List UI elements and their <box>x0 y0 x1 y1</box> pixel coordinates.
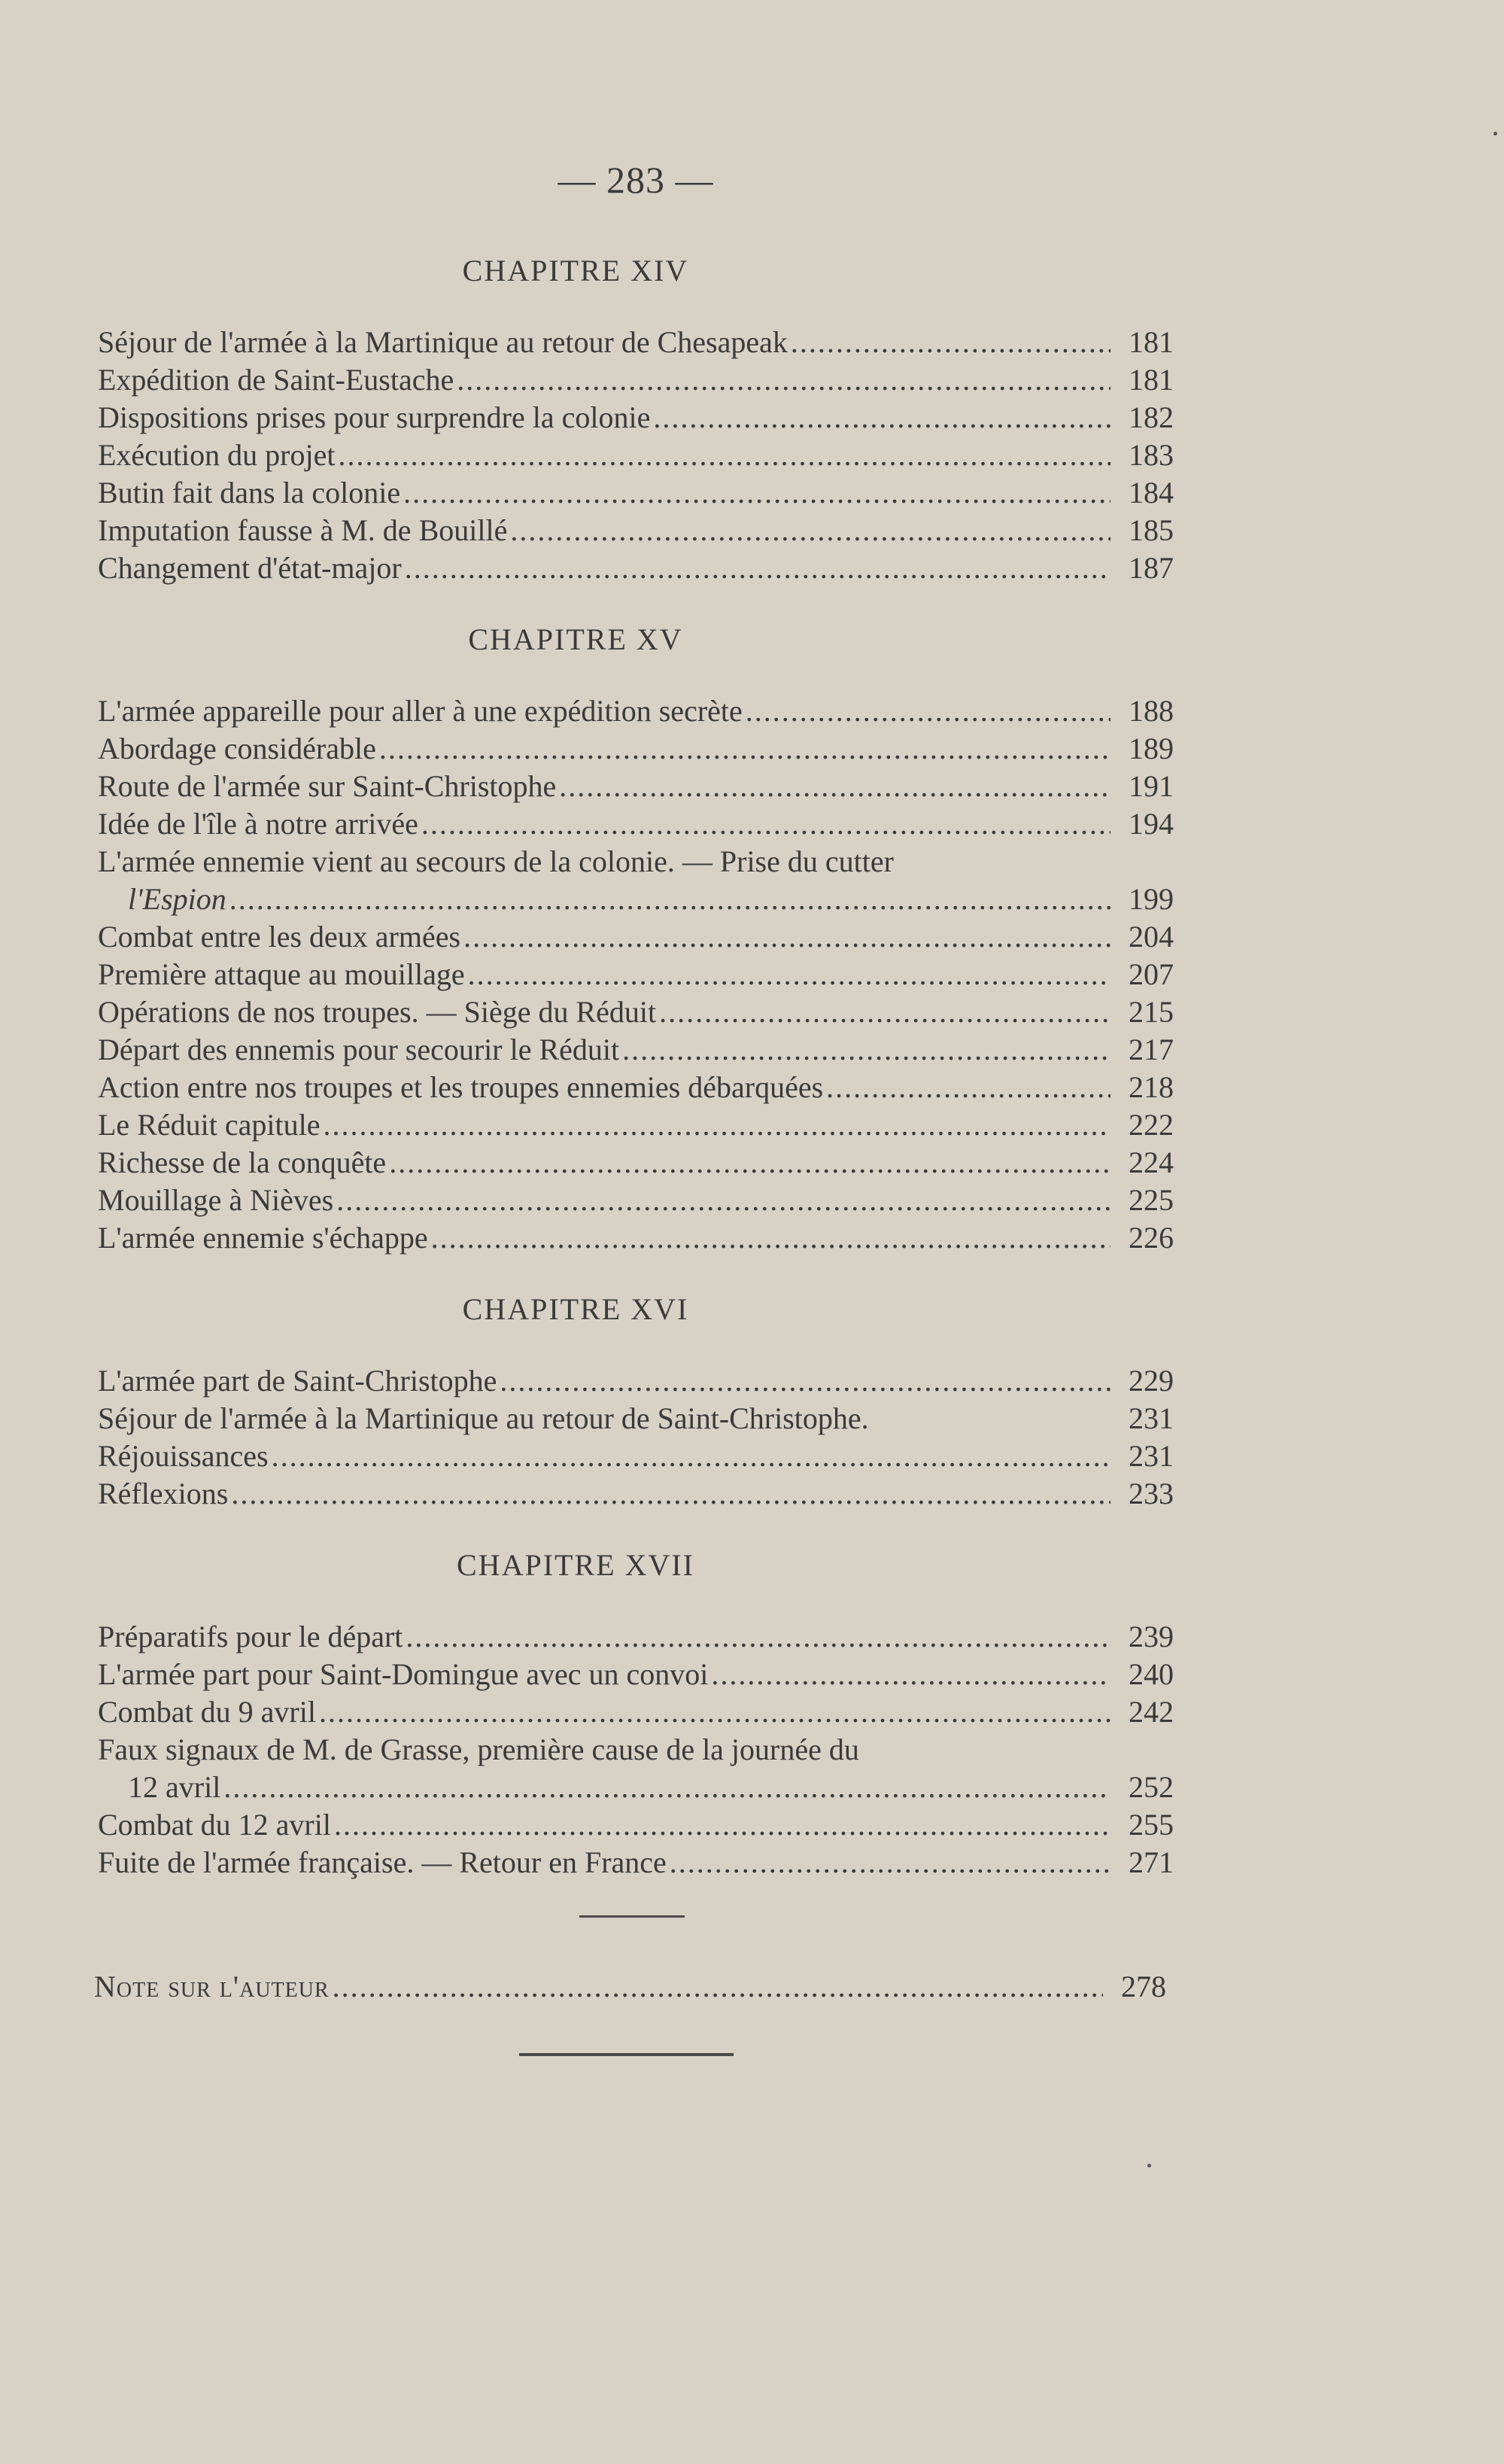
dot-leader <box>333 1968 1103 2006</box>
entry-title: Opérations de nos troupes. — Siège du Réduit <box>98 995 657 1029</box>
entry-title: Action entre nos troupes et les troupes ennemies débarquées <box>98 1070 824 1104</box>
toc-entry <box>94 1968 1166 2006</box>
page-number: — 283 — <box>558 159 714 201</box>
entry-title: Réflexions <box>98 1477 229 1510</box>
dot-leader <box>323 1106 1111 1144</box>
entry-title: 12 avril <box>128 1770 221 1804</box>
entry-page: 204 <box>1129 920 1174 954</box>
toc-entry <box>98 1069 1174 1106</box>
entry-title: Séjour de l'armée à la Martinique au retour de Chesapeak <box>98 325 788 359</box>
toc-entry <box>98 843 1174 918</box>
toc-entry <box>98 1693 1174 1731</box>
entry-title: Le Réduit capitule <box>98 1108 321 1142</box>
entry-page: 242 <box>1129 1695 1174 1729</box>
entry-title: Combat entre les deux armées <box>98 920 461 954</box>
entry-page: 218 <box>1129 1070 1174 1104</box>
entry-page: 215 <box>1129 995 1174 1029</box>
print-speck <box>1147 2164 1151 2167</box>
dot-leader <box>670 1844 1111 1881</box>
entry-page: 191 <box>1129 769 1174 803</box>
note-entry <box>94 1968 1166 2006</box>
end-divider <box>519 2053 734 2056</box>
entry-page: 231 <box>1129 1401 1174 1435</box>
entry-title: L'armée appareille pour aller à une expédition secrète <box>98 694 743 728</box>
toc-entry <box>98 1106 1174 1144</box>
entry-page: 199 <box>1129 882 1174 916</box>
entry-page: 188 <box>1129 694 1174 728</box>
entry-title: Première attaque au mouillage <box>98 957 465 991</box>
entry-title: Idée de l'île à notre arrivée <box>98 807 418 841</box>
dot-leader <box>338 437 1111 474</box>
entry-title-line: L'armée ennemie vient au secours de la colonie. — Prise du cutter <box>98 844 894 878</box>
entry-page: 271 <box>1129 1845 1174 1879</box>
entry-page: 182 <box>1129 400 1174 434</box>
chapter-block <box>98 617 1174 1257</box>
entry-title: Dispositions prises pour surprendre la colonie <box>98 400 651 434</box>
toc-entry <box>98 474 1174 512</box>
toc-entry <box>98 1144 1174 1182</box>
chapter-block <box>98 1287 1174 1513</box>
entry-title: L'armée part de Saint-Christophe <box>98 1364 497 1398</box>
toc-entry <box>98 324 1174 361</box>
entry-page: 207 <box>1129 957 1174 991</box>
dot-leader <box>826 1069 1111 1106</box>
chapter-heading: CHAPITRE XVII <box>457 1548 694 1582</box>
dot-leader <box>231 1475 1111 1513</box>
entry-page: 240 <box>1129 1657 1174 1691</box>
entry-title: Séjour de l'armée à la Martinique au retour de Saint-Christophe. <box>98 1401 869 1435</box>
entry-page: 184 <box>1129 476 1174 510</box>
dot-leader <box>653 399 1111 437</box>
dot-leader <box>272 1437 1111 1475</box>
dot-leader <box>319 1693 1111 1731</box>
note-title: Note sur l'auteur <box>94 1970 330 2003</box>
dot-leader <box>791 324 1111 361</box>
dot-leader <box>500 1362 1111 1400</box>
entry-title: Route de l'armée sur Saint-Christophe <box>98 769 557 803</box>
chapter-heading: CHAPITRE XV <box>468 622 683 656</box>
entry-page: 225 <box>1129 1183 1174 1217</box>
toc-entry <box>98 918 1174 956</box>
entry-page: 187 <box>1129 551 1174 585</box>
entry-title: Imputation fausse à M. de Bouillé <box>98 513 508 547</box>
dot-leader <box>659 993 1111 1031</box>
entry-title: Butin fait dans la colonie <box>98 476 401 510</box>
entry-page: 181 <box>1129 363 1174 397</box>
entry-title: Fuite de l'armée française. — Retour en France <box>98 1845 667 1879</box>
entry-page: 233 <box>1129 1477 1174 1510</box>
toc-entry <box>98 1400 1174 1437</box>
entry-title: Combat du 9 avril <box>98 1695 316 1729</box>
toc-entry <box>98 1219 1174 1257</box>
toc-entry <box>98 805 1174 843</box>
dot-leader <box>406 1618 1111 1656</box>
dot-leader <box>457 361 1111 399</box>
toc-entry <box>98 692 1174 730</box>
dot-leader <box>379 730 1111 768</box>
toc-entry <box>98 956 1174 993</box>
print-speck <box>1493 132 1497 135</box>
toc-entry <box>98 437 1174 474</box>
toc-entry <box>98 1731 1174 1806</box>
toc-entry <box>98 1475 1174 1513</box>
entry-page: 229 <box>1129 1364 1174 1398</box>
entry-title-line: Faux signaux de M. de Grasse, première cause de la journée du <box>98 1732 859 1766</box>
entry-page: 183 <box>1129 438 1174 472</box>
toc-entry <box>98 1806 1174 1844</box>
entry-title: Expédition de Saint-Eustache <box>98 363 454 397</box>
table-of-contents <box>98 248 1174 1912</box>
toc-entry <box>98 993 1174 1031</box>
section-divider <box>579 1915 685 1918</box>
toc-entry <box>98 549 1174 587</box>
toc-entry <box>98 1182 1174 1219</box>
dot-leader <box>334 1806 1111 1844</box>
entry-page: 239 <box>1129 1620 1174 1653</box>
dot-leader <box>559 768 1111 805</box>
entry-page: 255 <box>1129 1808 1174 1842</box>
entry-page: 224 <box>1129 1145 1174 1179</box>
toc-entry <box>98 399 1174 437</box>
entry-page: 181 <box>1129 325 1174 359</box>
dot-leader <box>405 549 1111 587</box>
entry-title: l'Espion <box>128 882 226 916</box>
toc-entry <box>98 1656 1174 1693</box>
toc-entry <box>98 768 1174 805</box>
toc-entry-continuation <box>98 881 1174 918</box>
dot-leader <box>468 956 1111 993</box>
chapter-block <box>98 248 1174 587</box>
entry-page: 185 <box>1129 513 1174 547</box>
toc-entry-continuation <box>98 1769 1174 1806</box>
entry-title: Combat du 12 avril <box>98 1808 331 1842</box>
entry-page: 217 <box>1129 1033 1174 1066</box>
dot-leader <box>431 1219 1111 1257</box>
toc-entry <box>98 1362 1174 1400</box>
dot-leader <box>463 918 1111 956</box>
toc-entry <box>98 1844 1174 1881</box>
note-page: 278 <box>1121 1970 1166 2003</box>
entry-title: Mouillage à Nièves <box>98 1183 334 1217</box>
toc-entry <box>98 1618 1174 1656</box>
toc-entry <box>98 512 1174 549</box>
entry-title: Changement d'état-major <box>98 551 402 585</box>
dot-leader <box>223 1769 1111 1806</box>
toc-entry <box>98 1437 1174 1475</box>
entry-page: 252 <box>1129 1770 1174 1804</box>
entry-title: Richesse de la conquête <box>98 1145 387 1179</box>
entry-page: 226 <box>1129 1221 1174 1255</box>
toc-entry <box>98 1031 1174 1069</box>
dot-leader <box>336 1182 1111 1219</box>
dot-leader <box>389 1144 1111 1182</box>
dot-leader <box>746 692 1111 730</box>
toc-entry <box>98 730 1174 768</box>
entry-title: L'armée ennemie s'échappe <box>98 1221 428 1255</box>
entry-title: L'armée part pour Saint-Domingue avec un convoi <box>98 1657 709 1691</box>
entry-page: 231 <box>1129 1439 1174 1473</box>
entry-title: Exécution du projet <box>98 438 336 472</box>
dot-leader <box>510 512 1111 549</box>
dot-leader <box>403 474 1111 512</box>
chapter-heading: CHAPITRE XVI <box>462 1292 689 1326</box>
entry-title: Abordage considérable <box>98 732 376 765</box>
entry-page: 194 <box>1129 807 1174 841</box>
entry-title: Réjouissances <box>98 1439 269 1473</box>
chapter-block <box>98 1543 1174 1881</box>
dot-leader <box>622 1031 1111 1069</box>
dot-leader <box>711 1656 1111 1693</box>
entry-page: 222 <box>1129 1108 1174 1142</box>
dot-leader <box>421 805 1111 843</box>
entry-page: 189 <box>1129 732 1174 765</box>
dot-leader <box>229 881 1111 918</box>
entry-title: Départ des ennemis pour secourir le Réduit <box>98 1033 620 1066</box>
toc-entry <box>98 361 1174 399</box>
entry-title: Préparatifs pour le départ <box>98 1620 403 1653</box>
chapter-heading: CHAPITRE XIV <box>462 254 689 287</box>
